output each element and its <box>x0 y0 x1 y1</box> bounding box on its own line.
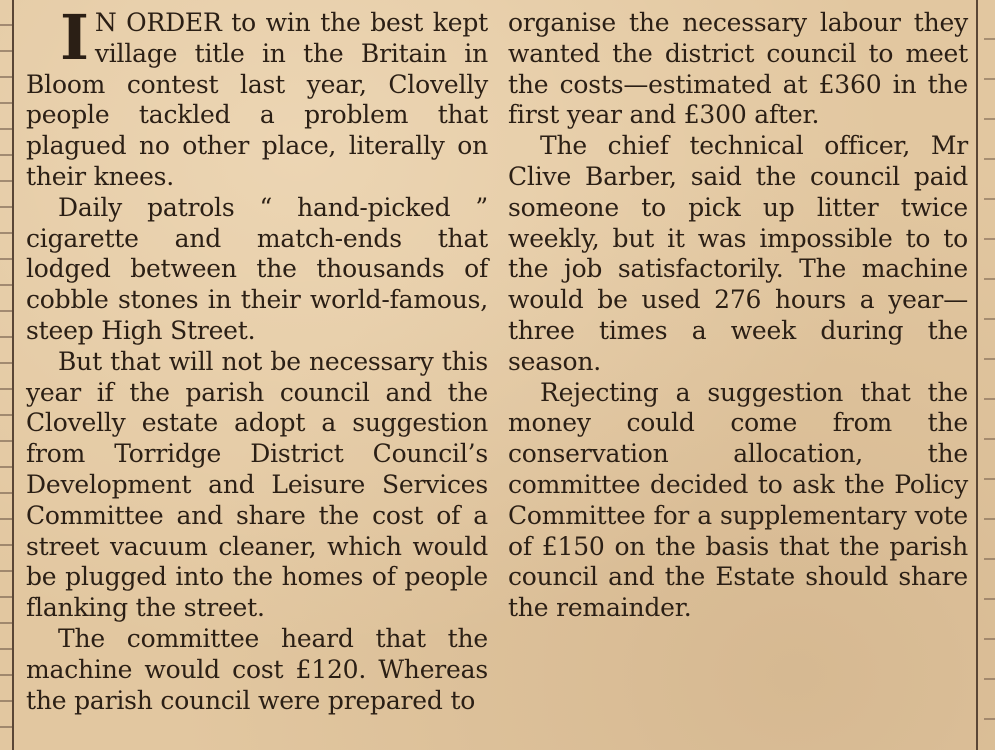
article-column-right <box>508 8 968 624</box>
paragraph-1 <box>26 1 488 193</box>
paragraph-2: Daily patrols “ hand-picked ” cigarette and match-ends that lodged between the thousands of cobble stones in their world-famous, steep High Street. <box>26 192 488 345</box>
drop-cap: I <box>60 1 89 74</box>
paragraph-4-continued: organise the necessary labour they wanted the district council to meet the costs—estimated at £360 in the first year and £300 after. <box>508 8 968 130</box>
right-column-rule <box>976 0 978 750</box>
article-column-left <box>26 1 488 716</box>
paragraph-4: The committee heard that the machine would cost £120. Whereas the parish council were prepared to <box>26 623 488 715</box>
paragraph-5: The chief technical officer, Mr Clive Barber, said the council paid someone to pick up litter twice weekly, but it was impossible to to the job satisfactorily. The machine would be used 276 hours a year—three times a week during the season. <box>508 131 968 376</box>
paragraph-3: But that will not be necessary this year if the parish council and the Clovelly estate adopt a suggestion from Torridge District Council’s Development and Leisure Services Committee and share the cost of a street vacuum cleaner, which would be plugged into the homes of people flanking the street. <box>26 346 488 623</box>
left-column-ticks <box>0 0 12 750</box>
paragraph-6: Rejecting a suggestion that the money could come from the conservation allocation, the committee decided to ask the Policy Committee for a supplementary vote of £150 on the basis that the parish council and the Estate should share the remainder. <box>508 377 968 623</box>
lead-in-caps: N ORDER <box>94 8 222 37</box>
right-column-ticks <box>984 0 995 750</box>
paragraph-1-text: to win the best kept village title in the Britain in Bloom contest last year, Clovelly people tackled a problem that plagued no other place, literally on their knees. <box>26 8 488 191</box>
left-column-rule <box>12 0 14 750</box>
